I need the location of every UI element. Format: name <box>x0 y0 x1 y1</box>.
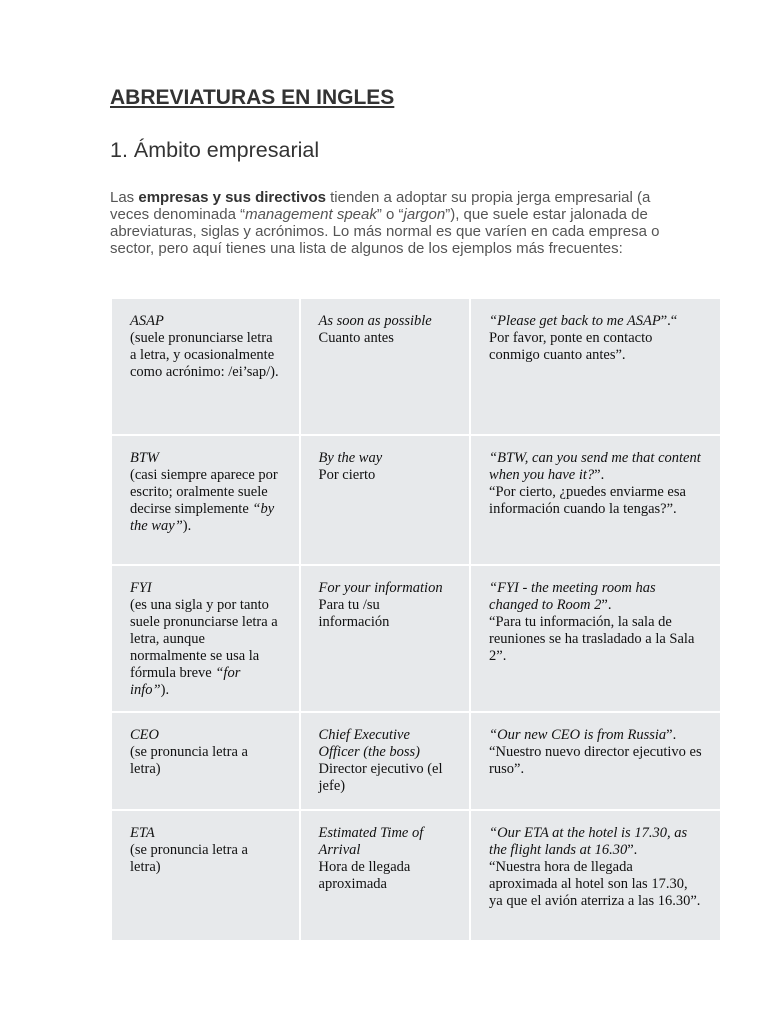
table-row <box>111 565 721 712</box>
meaning-english: Estimated Time of Arrival <box>318 825 424 858</box>
abbreviation-cell <box>111 435 300 565</box>
example-english: “Our new CEO is from Russia <box>489 727 667 743</box>
pronunciation-note-end: ). <box>182 518 192 534</box>
meaning-cell <box>300 298 471 435</box>
example-spanish: “Nuestro nuevo director ejecutivo es ruso”. <box>489 744 702 777</box>
example-cell <box>470 435 721 565</box>
pronunciation-note: (casi siempre aparece por escrito; oralmente suele decirse simplemente <box>130 467 278 517</box>
intro-text: Las <box>110 189 139 206</box>
intro-italic: jargon <box>403 206 446 223</box>
meaning-cell <box>300 435 471 565</box>
example-quote: ”. <box>627 842 638 858</box>
page-title: ABREVIATURAS EN INGLES <box>110 86 395 109</box>
abbreviation: BTW <box>130 450 159 466</box>
meaning-spanish: Hora de llegada aproximada <box>318 859 411 892</box>
table-row <box>111 810 721 941</box>
pronunciation-note: (es una sigla y por tanto suele pronunciarse letra a letra, aunque normalmente se usa la fórmula breve <box>130 597 278 681</box>
example-spanish: Por favor, ponte en contacto conmigo cuanto antes”. <box>489 330 653 363</box>
abbreviation: ASAP <box>130 313 164 329</box>
example-english: “Our ETA at the hotel is 17.30, as the flight lands at 16.30 <box>489 825 688 858</box>
table-row <box>111 435 721 565</box>
meaning-english: Chief Executive Officer (the boss) <box>318 727 421 760</box>
abbreviation-cell <box>111 565 300 712</box>
example-quote: ”.“ <box>660 313 678 329</box>
intro-paragraph <box>110 189 670 257</box>
meaning-english: As soon as possible <box>318 313 432 329</box>
example-quote: ”. <box>666 727 677 743</box>
intro-italic: management speak <box>245 206 377 223</box>
example-cell <box>470 298 721 435</box>
example-cell <box>470 810 721 941</box>
table-row <box>111 712 721 810</box>
abbreviation: CEO <box>130 727 159 743</box>
meaning-english: For your information <box>318 580 443 596</box>
meaning-spanish: Para tu /su información <box>318 597 390 630</box>
meaning-spanish: Director ejecutivo (el jefe) <box>318 761 443 794</box>
example-spanish: “Nuestra hora de llegada aproximada al hotel son las 17.30, ya que el avión aterriza a las 16.30”. <box>489 859 701 909</box>
pronunciation-note-italic: “for info” <box>130 665 241 698</box>
pronunciation-note-italic: “by the way” <box>130 501 275 534</box>
meaning-spanish: Cuanto antes <box>318 330 394 346</box>
intro-bold: empresas y sus directivos <box>138 189 326 206</box>
abbreviation-cell <box>111 810 300 941</box>
example-english: “BTW, can you send me that content when you have it? <box>489 450 701 483</box>
example-quote: ”. <box>594 467 605 483</box>
example-quote: ”. <box>601 597 612 613</box>
pronunciation-note-end: ). <box>160 682 170 698</box>
intro-text: ” o “ <box>376 206 404 223</box>
meaning-cell <box>300 712 471 810</box>
example-cell <box>470 565 721 712</box>
abbreviation-cell <box>111 298 300 435</box>
abbreviation: ETA <box>130 825 155 841</box>
meaning-cell <box>300 810 471 941</box>
intro-text: tienden a adoptar su propia jerga empresarial (a veces denominada “ <box>110 189 651 223</box>
abbreviation: FYI <box>130 580 152 596</box>
section-heading: 1. Ámbito empresarial <box>110 138 320 162</box>
meaning-english: By the way <box>318 450 383 466</box>
example-cell <box>470 712 721 810</box>
abbreviation-cell <box>111 712 300 810</box>
pronunciation-note: (suele pronunciarse letra a letra, y ocasionalmente como acrónimo: /ei’sap/). <box>130 330 279 380</box>
meaning-spanish: Por cierto <box>318 467 376 483</box>
meaning-cell <box>300 565 471 712</box>
abbreviations-table <box>110 297 722 942</box>
example-english: “Please get back to me ASAP <box>489 313 661 329</box>
example-spanish: “Por cierto, ¿puedes enviarme esa información cuando la tengas?”. <box>489 484 686 517</box>
table-row <box>111 298 721 435</box>
pronunciation-note: (se pronuncia letra a letra) <box>130 842 248 875</box>
example-spanish: “Para tu información, la sala de reuniones se ha trasladado a la Sala 2”. <box>489 614 695 664</box>
intro-text: ”), que suele estar jalonada de abreviaturas, siglas y acrónimos. Lo más normal es que varíen en cada empresa o sector, pero aquí tienes una lista de algunos de los ejemplos más frecuentes: <box>110 206 660 257</box>
example-english: “FYI - the meeting room has changed to Room 2 <box>489 580 656 613</box>
pronunciation-note: (se pronuncia letra a letra) <box>130 744 248 777</box>
